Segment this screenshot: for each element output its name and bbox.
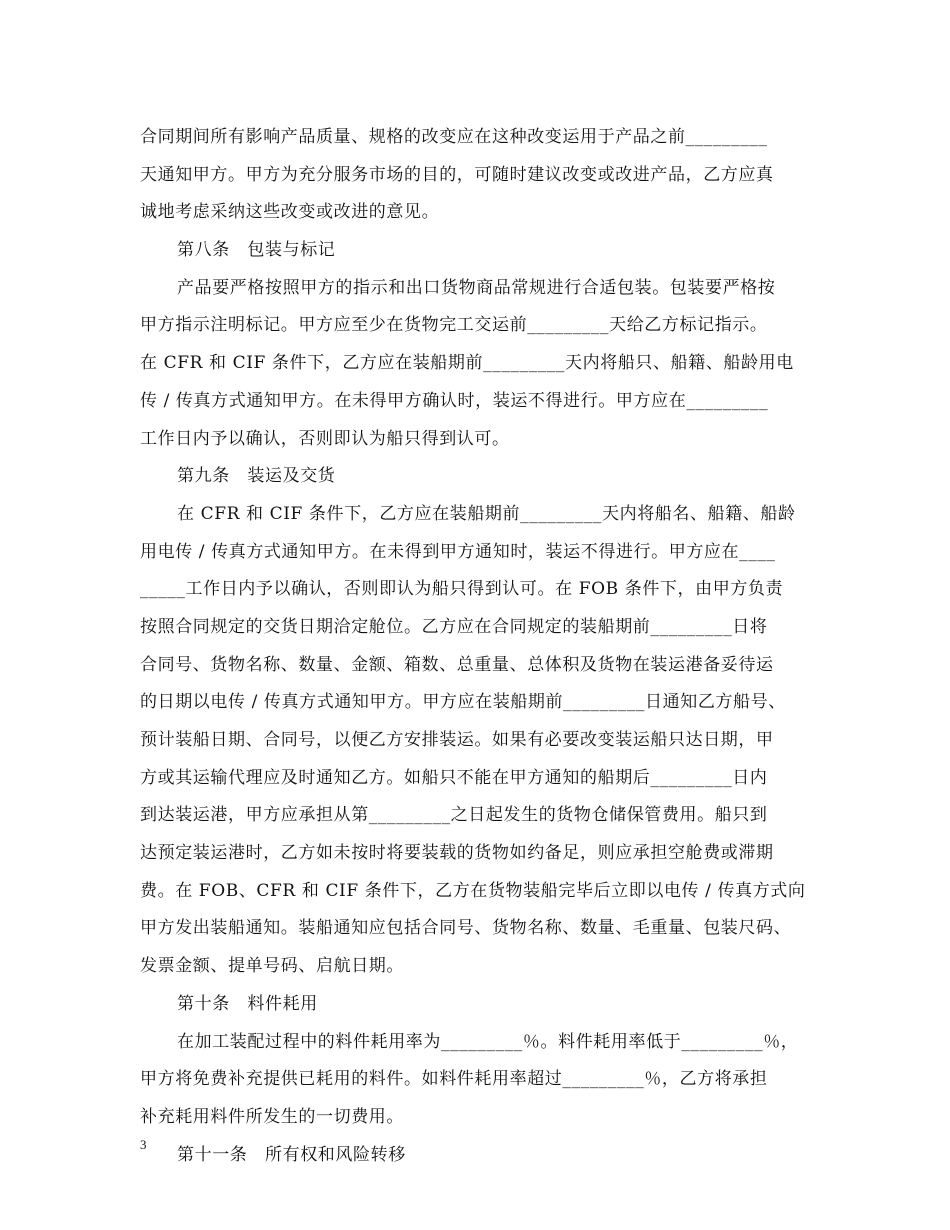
section-heading-article-11: 第十一条 所有权和风险转移 [177,1144,406,1165]
body-line: 传 / 传真方式通知甲方。在未得甲方确认时，装运不得进行。甲方应在_________ [140,390,769,411]
body-line: 方或其运输代理应及时通知乙方。如船只不能在甲方通知的船期后_________日内 [140,767,768,788]
body-line: 诚地考虑采纳这些改变或改进的意见。 [140,202,440,223]
body-line: 工作日内予以确认，否则即认为船只得到认可。 [140,428,510,449]
body-line: 补充耗用料件所发生的一切费用。 [140,1106,404,1127]
body-line: 甲方指示注明标记。甲方应至少在货物完工交运前_________天给乙方标记指示。 [140,315,768,336]
body-line: 按照合同规定的交货日期洽定舱位。乙方应在合同规定的装船期前_________日将 [140,616,768,637]
document-body [140,119,818,1174]
body-line: 天通知甲方。甲方为充分服务市场的目的，可随时建议改变或改进产品，乙方应真 [140,164,774,185]
body-line: _____工作日内予以确认，否则即认为船只得到认可。在 FOB 条件下，由甲方负责 [140,579,784,600]
body-line: 合同期间所有影响产品质量、规格的改变应在这种改变运用于产品之前_________ [140,127,768,147]
body-line: 到达装运港，甲方应承担从第_________之日起发生的货物仓储保管费用。船只到 [140,805,768,826]
section-heading-article-10: 第十条 料件耗用 [177,993,318,1014]
body-line: 合同号、货物名称、数量、金额、箱数、总重量、总体积及货物在装运港备妥待运 [140,654,774,675]
body-line: 在加工装配过程中的料件耗用率为_________％。料件耗用率低于_________％， [177,1031,799,1052]
section-heading-article-8: 第八条 包装与标记 [177,240,336,261]
body-line: 甲方发出装船通知。装船通知应包括合同号、货物名称、数量、毛重量、包装尺码、 [140,918,792,939]
body-line: 的日期以电传 / 传真方式通知甲方。甲方应在装船期前_________日通知乙方船号、 [140,692,786,713]
body-line: 产品要严格按照甲方的指示和出口货物商品常规进行合适包装。包装要严格按 [177,277,776,298]
section-heading-article-9: 第九条 装运及交货 [177,466,336,487]
body-line: 达预定装运港时，乙方如未按时将要装载的货物如约备足，则应承担空舱费或滞期 [140,843,774,864]
body-line: 在 CFR 和 CIF 条件下，乙方应在装船期前_________天内将船只、船籍、船龄用电 [140,353,794,374]
body-line: 在 CFR 和 CIF 条件下，乙方应在装船期前_________天内将船名、船籍、船龄 [177,503,796,524]
body-line: 费。在 FOB、CFR 和 CIF 条件下，乙方在货物装船完毕后立即以电传 / 传真方式向 [140,880,806,901]
page-number: 3 [140,1137,147,1152]
body-line: 用电传 / 传真方式通知甲方。在未得到甲方通知时，装运不得进行。甲方应在____ [140,541,776,562]
body-line: 发票金额、提单号码、启航日期。 [140,956,404,977]
body-line: 甲方将免费补充提供已耗用的料件。如料件耗用率超过_________％，乙方将承担 [140,1069,768,1090]
body-line: 预计装船日期、合同号，以便乙方安排装运。如果有必要改变装运船只达日期，甲 [140,730,774,750]
